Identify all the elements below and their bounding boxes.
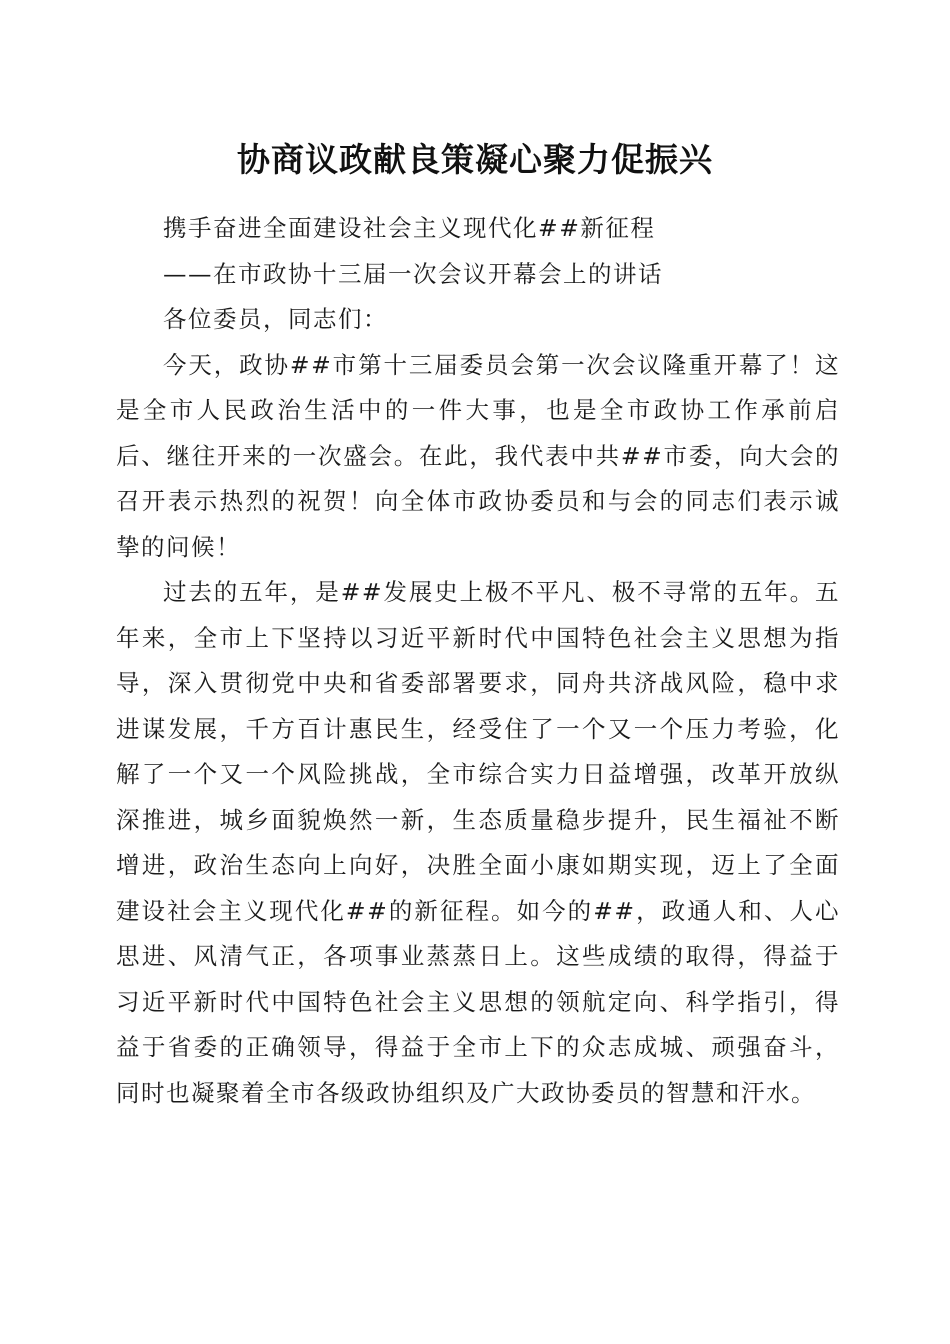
paragraph-opening: 今天，政协##市第十三届委员会第一次会议隆重开幕了！这是全市人民政治生活中的一件大事，也是全市政协工作承前启后、继往开来的一次盛会。在此，我代表中共##市委，向大会的召开表示热烈的祝贺！向全体市政协委员和与会的同志们表示诚挚的问候！ [116,350,840,561]
speech-subtitle: 携手奋进全面建设社会主义现代化##新征程 [163,214,656,242]
paragraph-review: 过去的五年，是##发展史上极不平凡、极不寻常的五年。五年来，全市上下坚持以习近平新时代中国特色社会主义思想为指导，深入贯彻党中央和省委部署要求，同舟共济战风险，稳中求进谋发展，千方百计惠民生，经受住了一个又一个压力考验，化解了一个又一个风险挑战，全市综合实力日益增强，改革开放纵深推进，城乡面貌焕然一新，生态质量稳步提升，民生福祉不断增进，政治生态向上向好，决胜全面小康如期实现，迈上了全面建设社会主义现代化##的新征程。如今的##，政通人和、人心思进、风清气正，各项事业蒸蒸日上。这些成绩的取得，得益于习近平新时代中国特色社会主义思想的领航定向、科学指引，得益于省委的正确领导，得益于全市上下的众志成城、顽强奋斗，同时也凝聚着全市各级政协组织及广大政协委员的智慧和汗水。 [116,578,840,1107]
speech-occasion: ——在市政协十三届一次会议开幕会上的讲话 [163,259,663,288]
salutation: 各位委员，同志们： [163,305,388,333]
document-body [116,206,840,1116]
document-title: 协商议政献良策凝心聚力促振兴 [237,140,713,179]
